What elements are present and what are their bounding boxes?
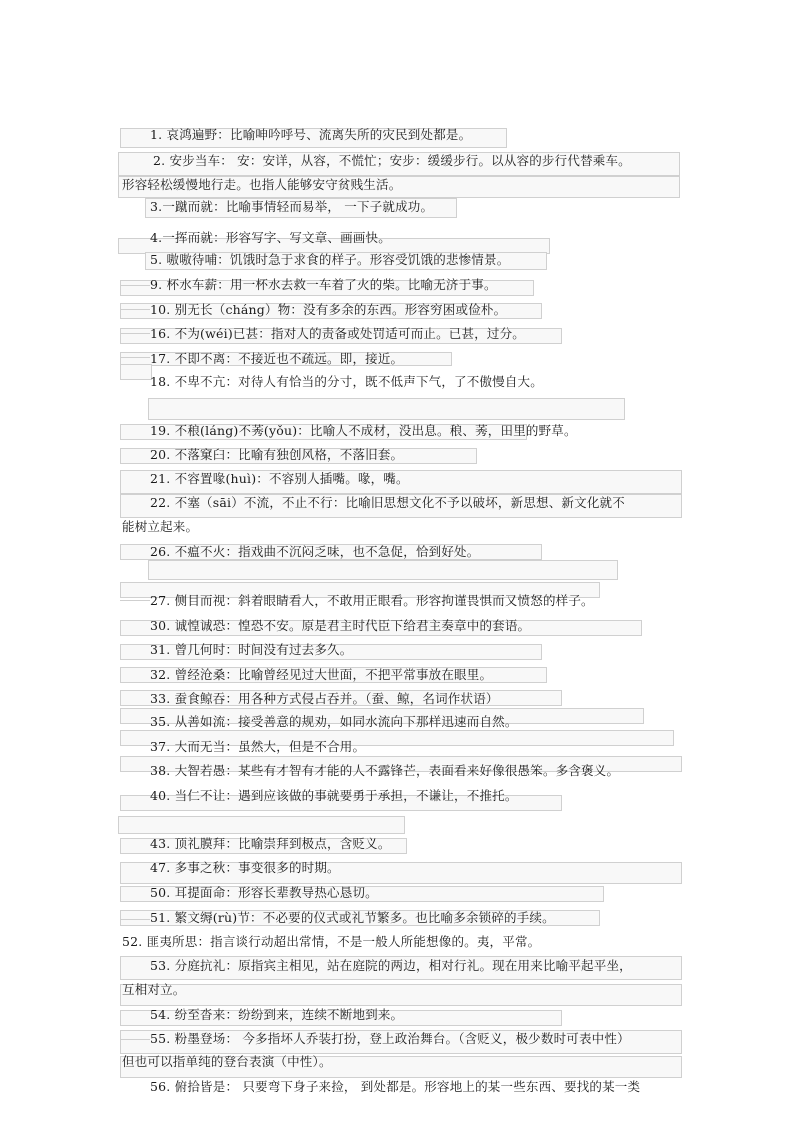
entry-line: 互相对立。	[122, 982, 186, 997]
rule-line	[120, 309, 150, 310]
entry-line: 56. 俯拾皆是： 只要弯下身子来捡， 到处都是。形容地上的某一些东西、要找的某一类	[150, 1079, 641, 1094]
entry-line: 2. 安步当车： 安：安详，从容，不慌忙；安步：缓缓步行。以从容的步行代替乘车。	[153, 153, 631, 168]
entry-line: 43. 顶礼膜拜：比喻崇拜到极点，含贬义。	[150, 836, 391, 851]
rule-line	[120, 919, 150, 920]
entry-line: 20. 不落窠臼：比喻有独创风格，不落旧套。	[150, 447, 404, 462]
rule-line	[120, 333, 150, 334]
entry-line: 18. 不卑不亢：对待人有恰当的分寸，既不低声下气，了不傲慢自大。	[150, 374, 543, 389]
entry-line: 47. 多事之秋：事变很多的时期。	[150, 860, 340, 875]
highlight-box	[120, 364, 152, 380]
rule-line	[120, 285, 150, 286]
rule-line	[120, 357, 150, 358]
entry-line: 52. 匪夷所思：指言谈行动超出常情，不是一般人所能想像的。夷，平常。	[122, 934, 541, 949]
entry-line: 16. 不为(wéi)已甚：指对人的责备或处罚适可而止。已甚，过分。	[150, 326, 526, 341]
entry-line: 35. 从善如流：接受善意的规劝，如同水流向下那样迅速而自然。	[150, 714, 518, 729]
entry-line: 22. 不塞（sāi）不流，不止不行：比喻旧思想文化不予以破坏，新思想、新文化就不	[150, 495, 625, 510]
entry-line: 51. 繁文缛(rù)节：不必要的仪式或礼节繁多。也比喻多余锁碎的手续。	[150, 910, 555, 925]
entry-line: 5. 嗷嗷待哺：饥饿时急于求食的样子。形容受饥饿的悲惨情景。	[150, 252, 510, 267]
entry-line: 33. 蚕食鲸吞：用各种方式侵占吞并。（蚕、鲸，名词作状语）	[150, 691, 499, 706]
highlight-box	[148, 398, 625, 420]
entry-line: 26. 不瘟不火：指戏曲不沉闷乏味，也不急促，恰到好处。	[150, 544, 480, 559]
entry-line: 1. 哀鸿遍野：比喻呻吟呼号、流离失所的灾民到处都是。	[150, 127, 472, 142]
entry-line: 10. 别无长（cháng）物：没有多余的东西。形容穷困或俭朴。	[150, 302, 507, 317]
entry-line: 但也可以指单纯的登台表演（中性）。	[122, 1054, 332, 1069]
entry-line: 27. 侧目而视：斜着眼睛看人，不敢用正眼看。形容拘谨畏惧而又愤怒的样子。	[150, 593, 594, 608]
rule-line	[120, 1039, 150, 1040]
rule-line	[120, 600, 150, 601]
entry-line: 19. 不稂(láng)不莠(yǒu)：比喻人不成材，没出息。稂、莠，田里的野草。	[150, 423, 577, 438]
entry-line: 50. 耳提面命：形容长辈教导热心恳切。	[150, 885, 378, 900]
entry-line: 能树立起来。	[122, 519, 199, 534]
entry-line: 55. 粉墨登场： 今多指坏人乔装打扮，登上政治舞台。（含贬义，极少数时可表中性）	[150, 1031, 630, 1046]
entry-line: 40. 当仁不让：遇到应该做的事就要勇于承担，不谦让，不推托。	[150, 788, 518, 803]
entry-line: 37. 大而无当：虽然大，但是不合用。	[150, 739, 366, 754]
entry-line: 32. 曾经沧桑：比喻曾经见过大世面，不把平常事放在眼里。	[150, 667, 493, 682]
entry-line: 3.一蹴而就：比喻事情轻而易举， 一下子就成功。	[150, 199, 434, 214]
entry-line: 38. 大智若愚：某些有才智有才能的人不露锋芒，表面看来好像很愚笨。多含褒义。	[150, 763, 620, 778]
entry-line: 9. 杯水车薪：用一杯水去救一车着了火的柴。比喻无济于事。	[150, 277, 497, 292]
entry-line: 30. 诚惶诚恐：惶恐不安。原是君主时代臣下给君主奏章中的套语。	[150, 618, 531, 633]
entry-line: 17. 不即不离：不接近也不疏远。即，接近。	[150, 351, 404, 366]
entry-line: 形容轻松缓慢地行走。也指人能够安守贫贱生活。	[122, 177, 402, 192]
entry-line: 21. 不容置喙(huì)：不容别人插嘴。喙，嘴。	[150, 471, 409, 486]
entry-line: 54. 纷至沓来：纷纷到来，连续不断地到来。	[150, 1007, 404, 1022]
entry-line: 31. 曾几何时：时间没有过去多久。	[150, 642, 353, 657]
highlight-box	[120, 984, 682, 1006]
entry-line: 4.一挥而就：形容写字、写文章、画画快。	[150, 230, 391, 245]
highlight-box	[118, 816, 405, 834]
highlight-box	[148, 560, 618, 580]
entry-line: 53. 分庭抗礼：原指宾主相见，站在庭院的两边，相对行礼。现在用来比喻平起平坐，	[150, 958, 632, 973]
